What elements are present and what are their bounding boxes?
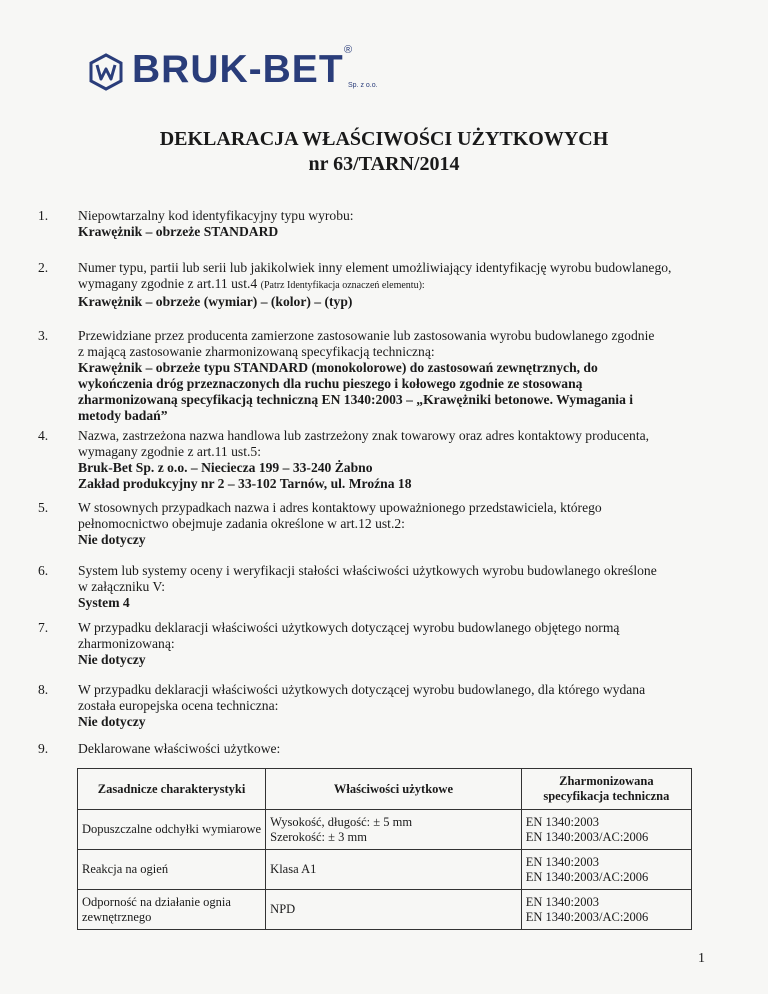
title-line-2: nr 63/TARN/2014	[308, 153, 460, 175]
cell-line: Klasa A1	[270, 862, 317, 876]
cell-line: Wysokość, długość: ± 5 mm	[270, 814, 413, 829]
table-row	[78, 810, 692, 850]
item-text: W stosownych przypadkach nazwa i adres kontaktowy upoważnionego przedstawiciela, którego	[78, 500, 602, 515]
logo-brand: BRUK-BET	[132, 48, 344, 91]
cell-characteristic: Dopuszczalne odchyłki wymiarowe	[78, 810, 266, 850]
performance-table	[77, 768, 692, 930]
cell-line: Szerokość: ± 3 mm	[270, 829, 367, 844]
item-text: Deklarowane właściwości użytkowe:	[78, 741, 281, 756]
item-text: W przypadku deklaracji właściwości użytkowych dotyczącej wyrobu budowlanego objętego normą	[78, 620, 620, 635]
item-number: 2.	[38, 260, 49, 275]
item-value: Krawężnik – obrzeże STANDARD	[78, 224, 279, 239]
cell-specification	[521, 850, 691, 890]
cell-line: EN 1340:2003/AC:2006	[525, 909, 649, 924]
header-performance: Właściwości użytkowe	[266, 769, 522, 810]
item-text: Przewidziane przez producenta zamierzone zastosowanie lub zastosowania wyrobu budowlanego zgodnie	[78, 328, 655, 343]
header-characteristics: Zasadnicze charakterystyki	[78, 769, 266, 810]
item-text: zharmonizowaną:	[78, 636, 175, 651]
cell-performance	[266, 810, 522, 850]
table-row	[78, 890, 692, 930]
cell-characteristic: Odporność na działanie ognia zewnętrznego	[78, 890, 266, 930]
bruk-bet-logo-icon	[86, 52, 126, 92]
item-text: Numer typu, partii lub serii lub jakikolwiek inny element umożliwiający identyfikację wyrobu budowlanego,	[78, 260, 672, 275]
item-number: 1.	[38, 208, 49, 223]
table-row	[78, 850, 692, 890]
header-specification: Zharmonizowana specyfikacja techniczna	[521, 769, 691, 810]
item-text: wymagany zgodnie z art.11 ust.4	[78, 276, 258, 291]
item-value: zharmonizowaną specyfikacją techniczną EN 1340:2003 – „Krawężniki betonowe. Wymagania i	[78, 392, 634, 407]
cell-line: EN 1340:2003	[525, 894, 599, 909]
item-text: wymagany zgodnie z art.11 ust.5:	[78, 444, 261, 459]
cell-specification	[521, 810, 691, 850]
table-header-row	[78, 769, 692, 810]
cell-characteristic: Reakcja na ogień	[78, 850, 266, 890]
item-number: 9.	[38, 741, 49, 756]
item-value: metody badań”	[78, 408, 168, 423]
item-text: została europejska ocena techniczna:	[78, 698, 279, 713]
cell-line: EN 1340:2003/AC:2006	[525, 829, 649, 844]
cell-line: EN 1340:2003	[525, 854, 599, 869]
item-value: Nie dotyczy	[78, 714, 146, 729]
item-text: Nazwa, zastrzeżona nazwa handlowa lub zastrzeżony znak towarowy oraz adres kontaktowy producenta,	[78, 428, 650, 443]
item-number: 7.	[38, 620, 49, 635]
item-number: 4.	[38, 428, 49, 443]
item-value: Krawężnik – obrzeże (wymiar) – (kolor) – (typ)	[78, 294, 353, 309]
item-number: 6.	[38, 563, 49, 578]
item-value: Bruk-Bet Sp. z o.o. – Nieciecza 199 – 33-240 Żabno	[78, 460, 373, 475]
item-value: Nie dotyczy	[78, 532, 146, 547]
item-text: w załączniku V:	[78, 579, 166, 594]
document-title	[0, 127, 768, 177]
item-value: wykończenia dróg przeznaczonych dla ruchu pieszego i kołowego zgodnie ze stosowaną	[78, 376, 583, 391]
item-number: 8.	[38, 682, 49, 697]
logo-suffix: Sp. z o.o.	[348, 82, 378, 89]
item-value: System 4	[78, 595, 130, 610]
cell-specification	[521, 890, 691, 930]
cell-performance	[266, 890, 522, 930]
logo-registered-mark: ®	[344, 44, 353, 56]
item-text: System lub systemy oceny i weryfikacji stałości właściwości użytkowych wyrobu budowlanego określone	[78, 563, 657, 578]
title-line-1: DEKLARACJA WŁAŚCIWOŚCI UŻYTKOWYCH	[159, 128, 609, 150]
item-text: Niepowtarzalny kod identyfikacyjny typu wyrobu:	[78, 208, 354, 223]
cell-line: EN 1340:2003/AC:2006	[525, 869, 649, 884]
item-number: 5.	[38, 500, 49, 515]
cell-line: NPD	[270, 902, 296, 916]
item-number: 3.	[38, 328, 49, 343]
cell-performance	[266, 850, 522, 890]
item-text: pełnomocnictwo obejmuje zadania określone w art.12 ust.2:	[78, 516, 405, 531]
item-value: Zakład produkcyjny nr 2 – 33-102 Tarnów, ul. Mroźna 18	[78, 476, 412, 491]
cell-line: EN 1340:2003	[525, 814, 599, 829]
item-value: Krawężnik – obrzeże typu STANDARD (monokolorowe) do zastosowań zewnętrznych, do	[78, 360, 598, 375]
page-number: 1	[698, 951, 705, 966]
item-text: W przypadku deklaracji właściwości użytkowych dotyczącej wyrobu budowlanego, dla którego wydana	[78, 682, 646, 697]
item-note: (Patrz Identyfikacja oznaczeń elementu):	[260, 280, 425, 291]
item-value: Nie dotyczy	[78, 652, 146, 667]
item-text: z mającą zastosowanie zharmonizowaną specyfikacją techniczną:	[78, 344, 435, 359]
